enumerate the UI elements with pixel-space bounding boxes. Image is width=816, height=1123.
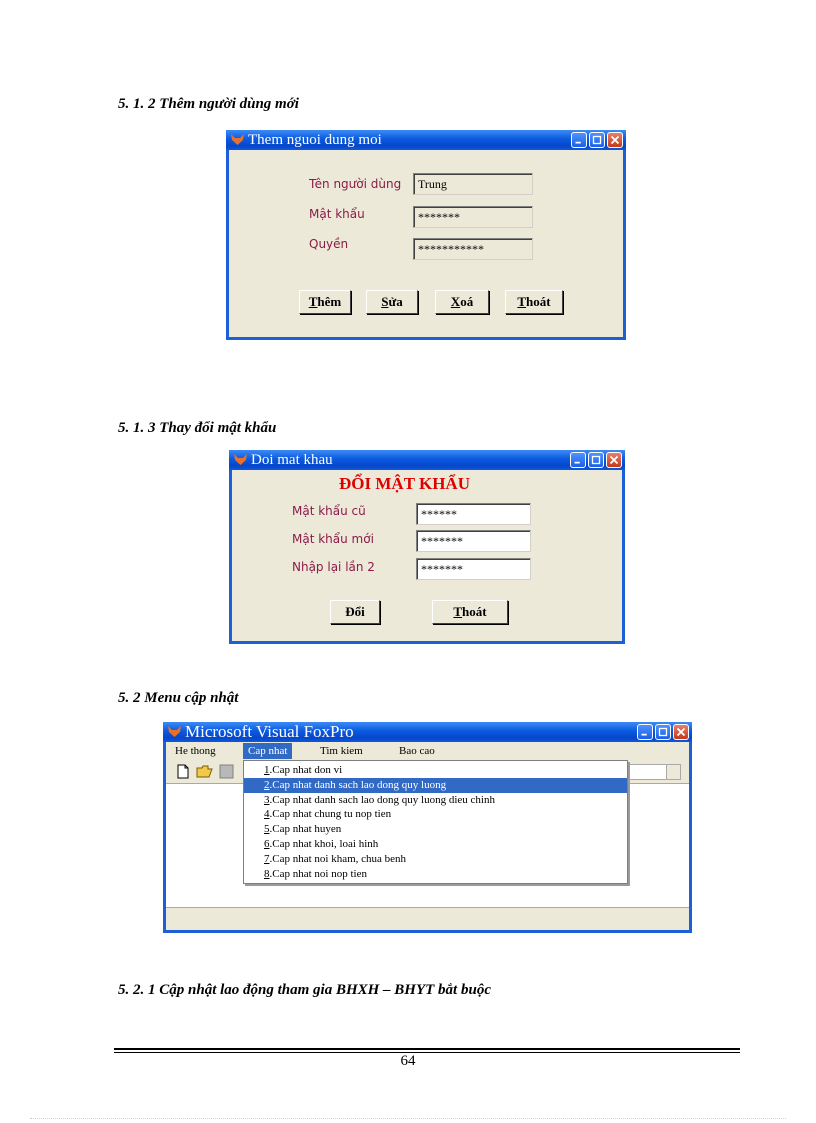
new-password-label: Mật khẩu mới [292,532,374,546]
section-heading-change-password: 5. 1. 3 Thay đổi mật khẩu [118,420,277,436]
confirm-password-input[interactable]: ******* [416,558,531,580]
confirm-password-label: Nhập lại lần 2 [292,560,375,574]
change-password-titlebar[interactable] [229,450,625,470]
page-edge [30,1118,786,1119]
add-button[interactable]: Thêm [299,290,351,314]
minimize-icon[interactable] [570,452,586,468]
username-input[interactable]: Trung [413,173,533,195]
save-icon[interactable] [218,763,236,780]
dropdown-item[interactable]: 1.Cap nhat don vi [264,764,343,776]
old-password-label: Mật khẩu cũ [292,504,366,518]
minimize-icon[interactable] [571,132,587,148]
new-file-icon[interactable] [174,763,192,780]
old-password-input[interactable]: ****** [416,503,531,525]
menu-cap-nhat[interactable]: Cap nhat [243,743,292,759]
change-button[interactable]: Đổi [330,600,380,624]
dropdown-item[interactable]: 4.Cap nhat chung tu nop tien [264,808,392,821]
exit-button[interactable]: Thoát [432,600,508,624]
password-label: Mật khẩu [309,207,365,221]
section-heading-add-user: 5. 1. 2 Thêm người dùng mới [118,96,299,112]
delete-button[interactable]: Xoá [435,290,489,314]
dropdown-item[interactable]: 5.Cap nhat huyen [264,823,342,836]
foxpro-window [163,722,692,933]
add-user-window-title: Them nguoi dung moi [248,132,382,148]
password-input[interactable]: ******* [413,206,533,228]
section-heading-labor-update: 5. 2. 1 Cập nhật lao động tham gia BHXH – BHYT bắt buộc [118,982,491,998]
username-label: Tên người dùng [309,177,402,191]
status-bar [166,908,689,930]
dropdown-item[interactable]: 8.Cap nhat noi nop tien [264,867,367,880]
menu-tim-kiem[interactable]: Tim kiem [320,745,363,757]
change-password-window [229,450,625,644]
exit-button[interactable]: Thoát [505,290,563,314]
cap-nhat-dropdown [243,760,628,884]
chevron-down-icon[interactable] [666,765,680,779]
footer-divider [114,1048,740,1050]
close-icon[interactable] [607,132,623,148]
menu-bar [166,742,689,760]
dropdown-item[interactable]: 3.Cap nhat danh sach lao dong quy luong dieu chinh [264,793,495,806]
page-number: 64 [400,1053,416,1069]
close-icon[interactable] [606,452,622,468]
permission-label: Quyền [309,237,349,251]
new-password-input[interactable]: ******* [416,530,531,552]
open-folder-icon[interactable] [196,763,214,780]
change-password-window-title: Doi mat khau [251,452,333,468]
edit-button[interactable]: Sửa [366,290,418,314]
close-icon[interactable] [673,724,689,740]
menu-bao-cao[interactable]: Bao cao [399,745,435,757]
maximize-icon[interactable] [588,452,604,468]
add-user-titlebar[interactable] [226,130,626,150]
permission-input[interactable]: *********** [413,238,533,260]
dropdown-item[interactable]: 6.Cap nhat khoi, loai hinh [264,837,379,850]
dropdown-item[interactable]: 7.Cap nhat noi kham, chua benh [264,852,407,865]
foxpro-icon [234,454,247,465]
maximize-icon[interactable] [589,132,605,148]
change-password-heading: ĐỔI MẬT KHẨU [339,474,470,493]
foxpro-icon [168,726,181,737]
foxpro-window-title: Microsoft Visual FoxPro [185,722,354,741]
section-heading-update-menu: 5. 2 Menu cập nhật [118,690,239,706]
minimize-icon[interactable] [637,724,653,740]
add-user-window [226,130,626,340]
dropdown-item[interactable]: 2.Cap nhat danh sach lao dong quy luong [244,778,627,793]
menu-he-thong[interactable]: He thong [175,745,216,757]
foxpro-titlebar[interactable] [163,722,692,742]
foxpro-icon [231,134,244,145]
maximize-icon[interactable] [655,724,671,740]
